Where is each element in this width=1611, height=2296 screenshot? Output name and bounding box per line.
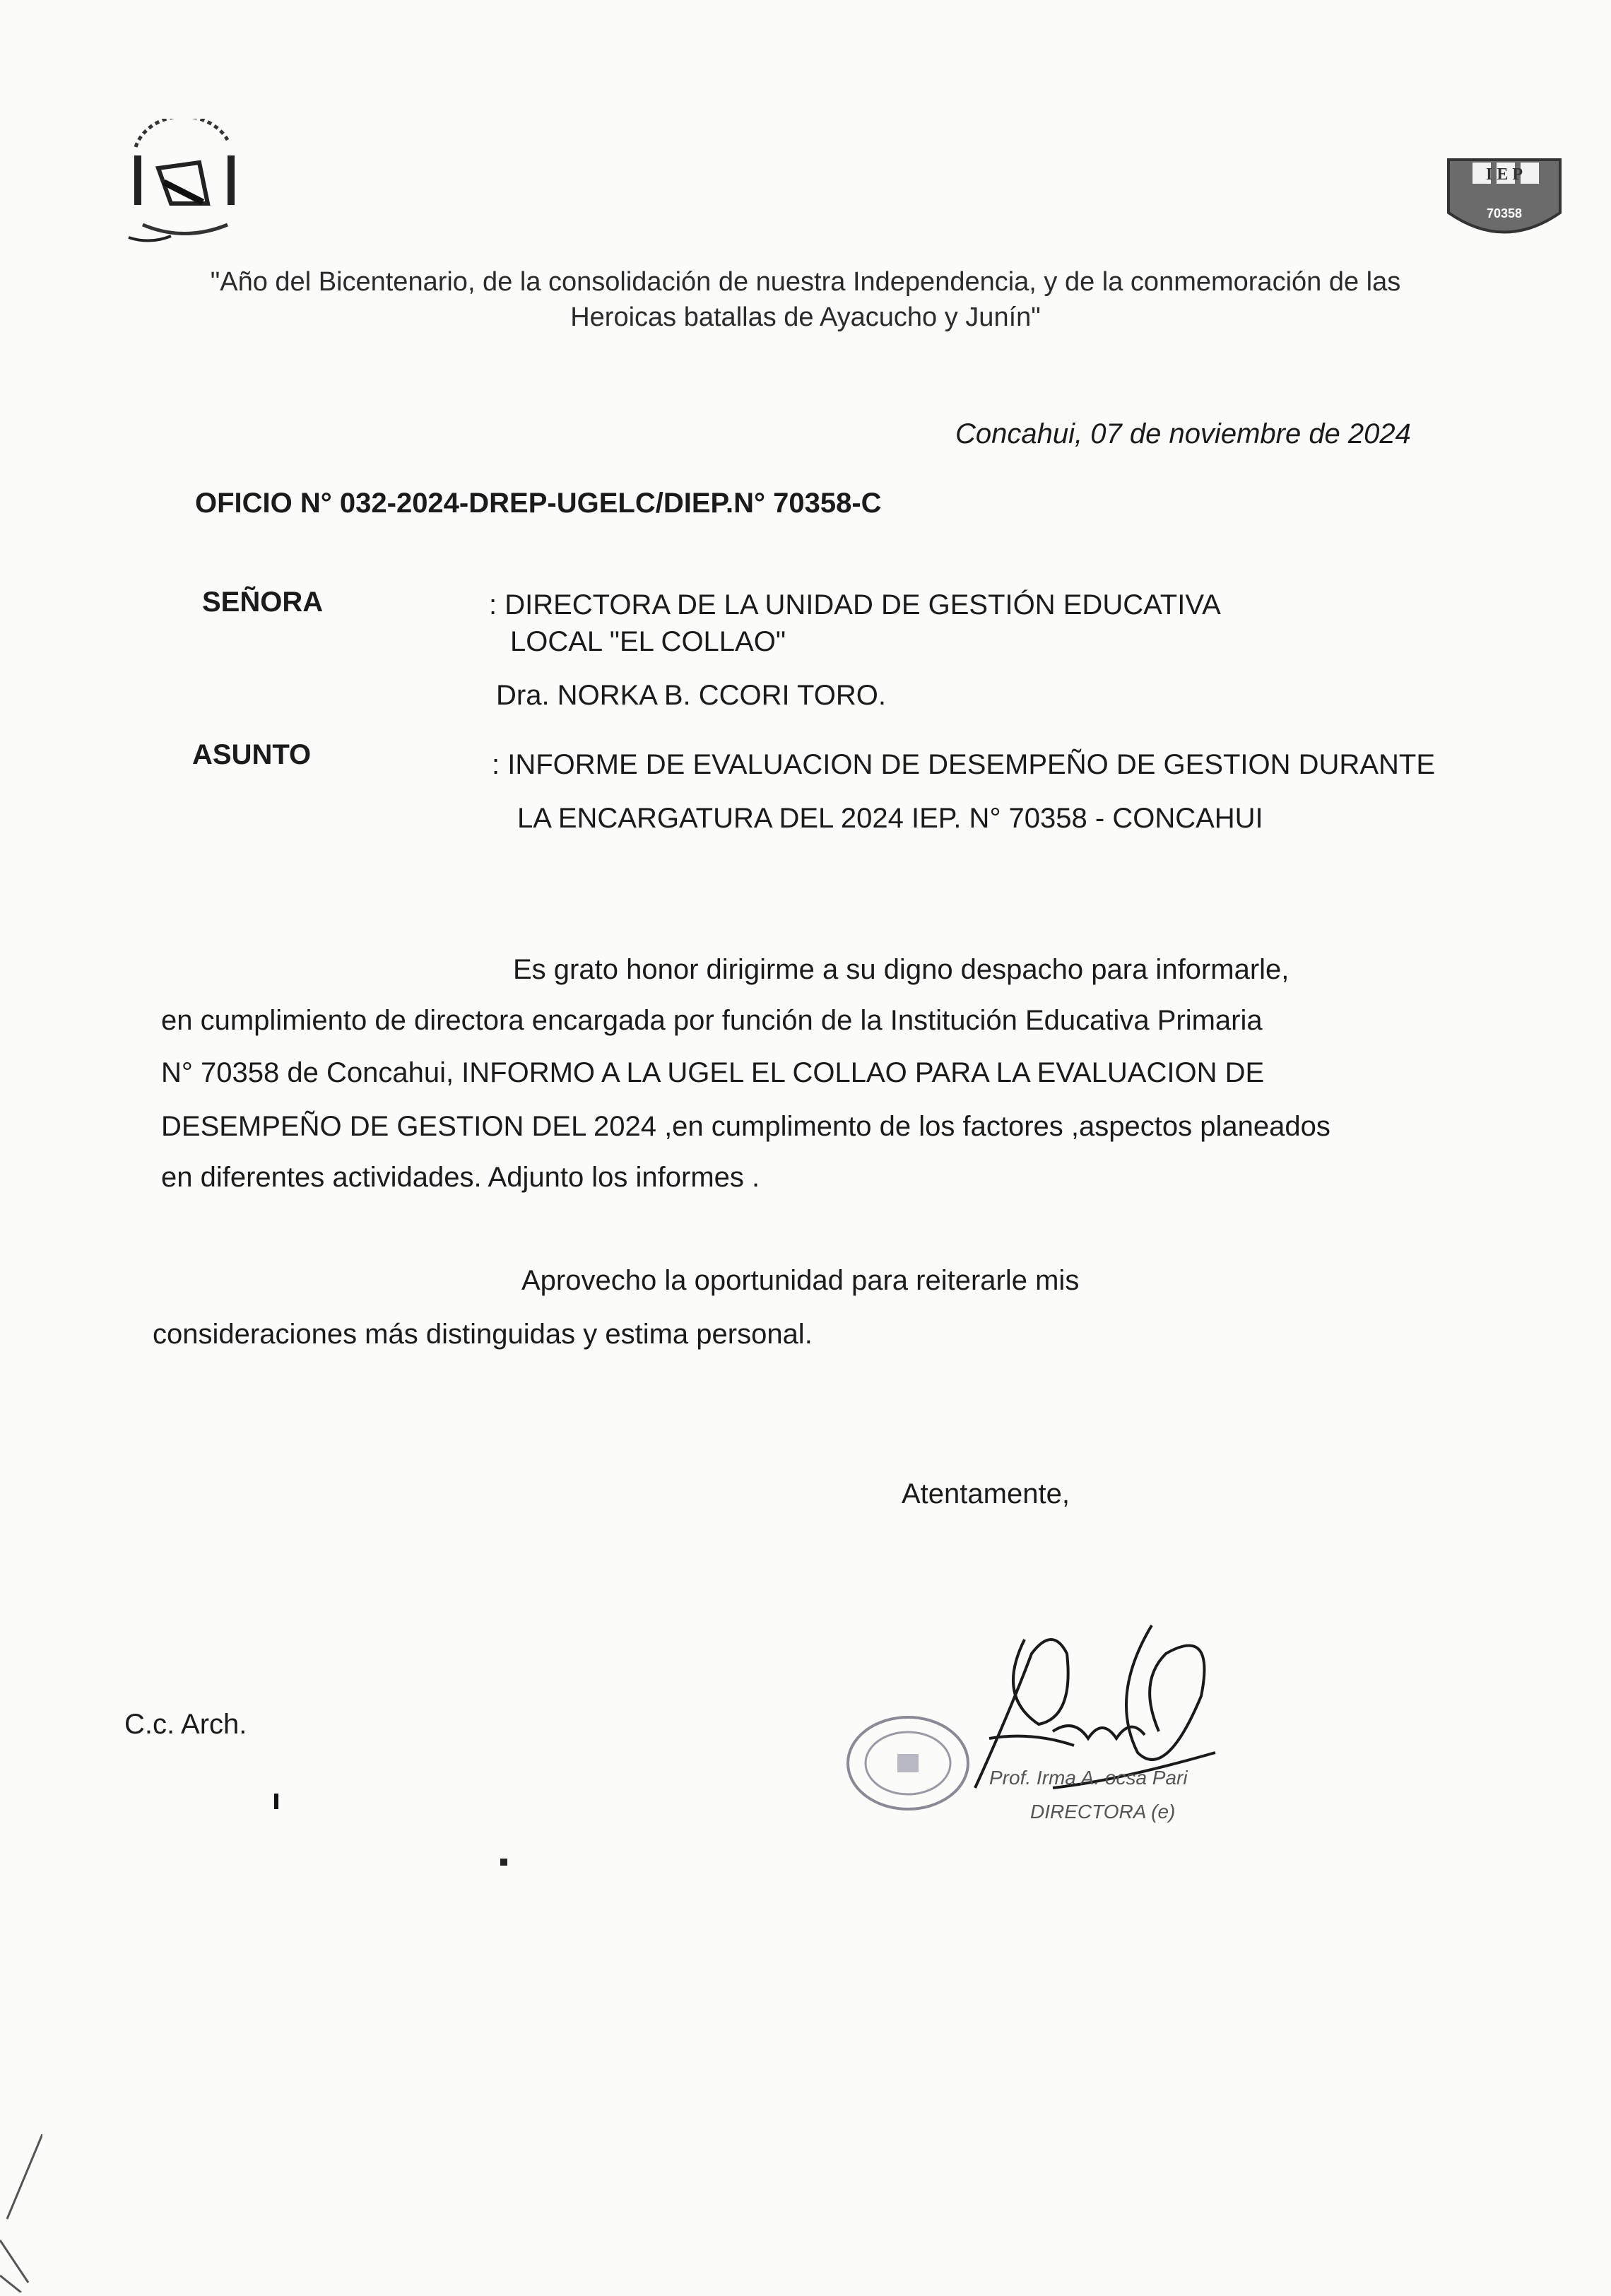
scan-speck	[500, 1859, 507, 1866]
recipient-line-1: : DIRECTORA DE LA UNIDAD DE GESTIÓN EDUCATIVA	[489, 589, 1221, 620]
body-paragraph-1-line-4: DESEMPEÑO DE GESTION DEL 2024 ,en cumplimento de los factores ,aspectos planeados	[161, 1111, 1330, 1142]
iep-logo-number: 70358	[1486, 206, 1523, 220]
carbon-copy-note: C.c. Arch.	[124, 1709, 247, 1740]
recipient-line-2: LOCAL "EL COLLAO"	[510, 626, 786, 657]
school-seal-left-logo	[122, 119, 247, 252]
body-paragraph-2-line-1: Aprovecho la oportunidad para reiterarle mis	[521, 1265, 1080, 1296]
body-paragraph-1-line-1: Es grato honor dirigirme a su digno despacho para informarle,	[513, 954, 1290, 985]
oficio-reference-number: OFICIO N° 032-2024-DREP-UGELC/DIEP.N° 70358-C	[195, 488, 882, 519]
iep-shield-logo	[1441, 146, 1567, 252]
letter-date: Concahui, 07 de noviembre de 2024	[955, 418, 1411, 449]
signature-title-stamp: DIRECTORA (e)	[1030, 1801, 1176, 1823]
body-paragraph-2-line-2: consideraciones más distinguidas y estima personal.	[153, 1319, 813, 1350]
body-paragraph-1-line-3: N° 70358 de Concahui, INFORMO A LA UGEL EL COLLAO PARA LA EVALUACION DE	[161, 1057, 1265, 1088]
signature-name-stamp: Prof. Irma A. ocsa Pari	[989, 1767, 1188, 1789]
subject-label: ASUNTO	[192, 739, 312, 770]
recipient-label: SEÑORA	[202, 587, 324, 618]
recipient-name: Dra. NORKA B. CCORI TORO.	[496, 680, 886, 711]
year-motto-line-1: "Año del Bicentenario, de la consolidación de nuestra Independencia, y de la conmemoración de las	[210, 267, 1401, 297]
scan-speck	[274, 1794, 278, 1809]
subject-line-1: : INFORME DE EVALUACION DE DESEMPEÑO DE GESTION DURANTE	[492, 749, 1435, 780]
body-paragraph-1-line-2: en cumplimiento de directora encargada por función de la Institución Educativa Primaria	[161, 1005, 1263, 1036]
subject-line-2: LA ENCARGATURA DEL 2024 IEP. N° 70358 - CONCAHUI	[517, 803, 1263, 834]
closing-salutation: Atentamente,	[902, 1478, 1070, 1509]
year-motto-line-2: Heroicas batallas de Ayacucho y Junín"	[570, 302, 1041, 332]
scan-edge-mark	[0, 2134, 42, 2292]
iep-logo-letters: I E P	[1485, 165, 1523, 184]
body-paragraph-1-line-5: en diferentes actividades. Adjunto los informes .	[161, 1162, 760, 1193]
